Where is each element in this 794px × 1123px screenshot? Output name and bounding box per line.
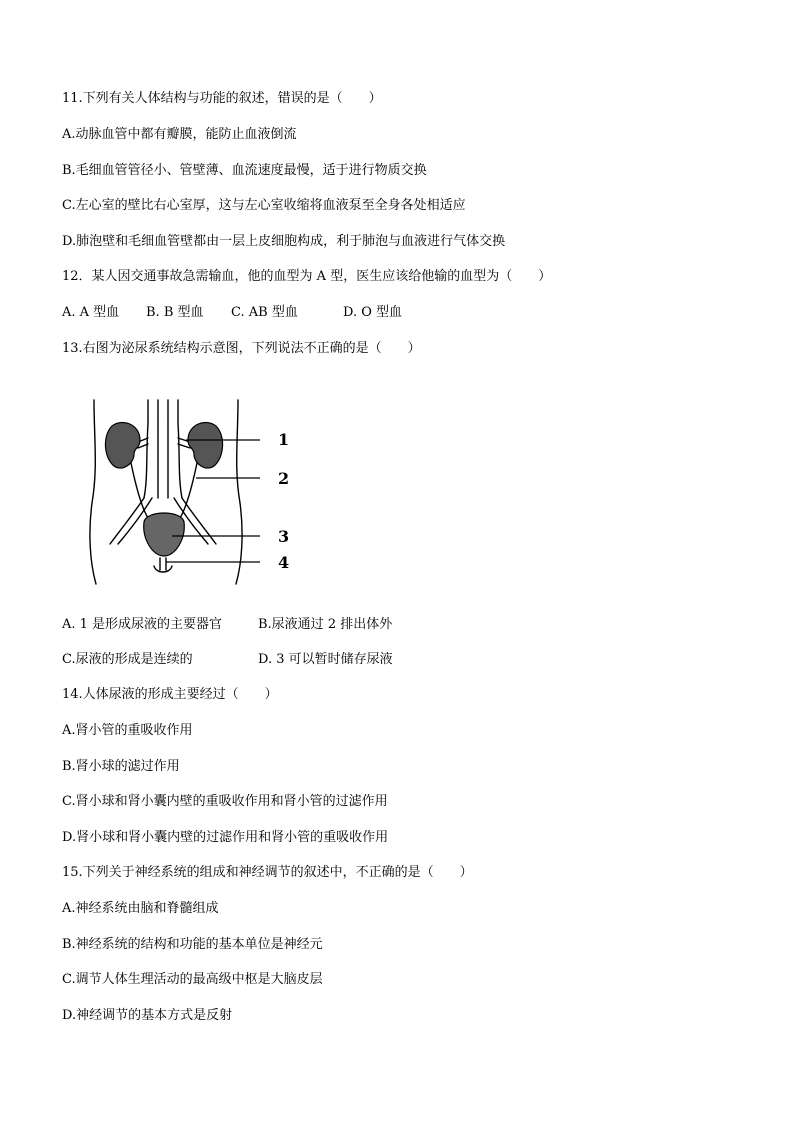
label-2: 2	[278, 469, 290, 488]
q14-option-a: A.肾小管的重吸收作用	[62, 723, 193, 738]
q13-option-a: A. 1 是形成尿液的主要器官	[62, 617, 223, 632]
q11-option-c: C.左心室的壁比右心室厚，这与左心室收缩将血液泵至全身各处相适应	[62, 198, 466, 213]
q12-option-d: D. O 型血	[343, 305, 403, 320]
label-3: 3	[278, 527, 290, 546]
q12-option-b: B. B 型血	[146, 305, 204, 320]
urethra	[160, 558, 166, 570]
vena-cava	[148, 400, 158, 424]
q13-option-c: C.尿液的形成是连续的	[62, 652, 193, 667]
body-outline-right	[236, 400, 242, 584]
q11-option-b: B.毛细血管管径小、管壁薄、血流速度最慢，适于进行物质交换	[62, 163, 427, 178]
bladder	[144, 513, 185, 556]
label-4: 4	[278, 553, 290, 572]
q15-stem: 15.下列关于神经系统的组成和神经调节的叙述中，不正确的是（ ）	[62, 865, 473, 880]
q15-option-d: D.神经调节的基本方式是反射	[62, 1008, 233, 1023]
kidney-left	[105, 422, 140, 468]
q11-stem: 11.下列有关人体结构与功能的叙述，错误的是（ ）	[62, 91, 382, 106]
q11-option-a: A.动脉血管中都有瓣膜，能防止血液倒流	[62, 127, 297, 142]
q15-option-a: A.神经系统由脑和脊髓组成	[62, 901, 219, 916]
urinary-system-diagram	[86, 398, 298, 586]
kidney-right	[188, 422, 223, 468]
q14-stem: 14.人体尿液的形成主要经过（ ）	[62, 687, 278, 702]
label-1: 1	[278, 430, 290, 449]
q13-options-row2	[62, 651, 482, 669]
q13-option-d: D. 3 可以暂时储存尿液	[258, 652, 393, 667]
q13-options-row1	[62, 616, 482, 634]
q14-option-b: B.肾小球的滤过作用	[62, 759, 180, 774]
q15-option-b: B.神经系统的结构和功能的基本单位是神经元	[62, 937, 323, 952]
body-outline-left	[90, 400, 96, 584]
urethra-opening	[154, 566, 172, 572]
q13-stem: 13.右图为泌尿系统结构示意图，下列说法不正确的是（ ）	[62, 341, 421, 356]
q12-option-a: A. A 型血	[62, 305, 120, 320]
q12-stem: 12．某人因交通事故急需输血，他的血型为 A 型，医生应该给他输的血型为（ ）	[62, 269, 552, 284]
q13-option-b: B.尿液通过 2 排出体外	[258, 617, 393, 632]
q14-option-d: D.肾小球和肾小囊内壁的过滤作用和肾小管的重吸收作用	[62, 830, 389, 845]
vessel-inner	[158, 424, 168, 498]
q12-option-c: C. AB 型血	[231, 305, 298, 320]
vessel-lower	[144, 424, 182, 498]
q12-options	[62, 304, 462, 322]
q14-option-c: C.肾小球和肾小囊内壁的重吸收作用和肾小管的过滤作用	[62, 794, 388, 809]
aorta	[168, 400, 178, 424]
q15-option-c: C.调节人体生理活动的最高级中枢是大脑皮层	[62, 972, 323, 987]
q11-option-d: D.肺泡壁和毛细血管壁都由一层上皮细胞构成，利于肺泡与血液进行气体交换	[62, 234, 506, 249]
